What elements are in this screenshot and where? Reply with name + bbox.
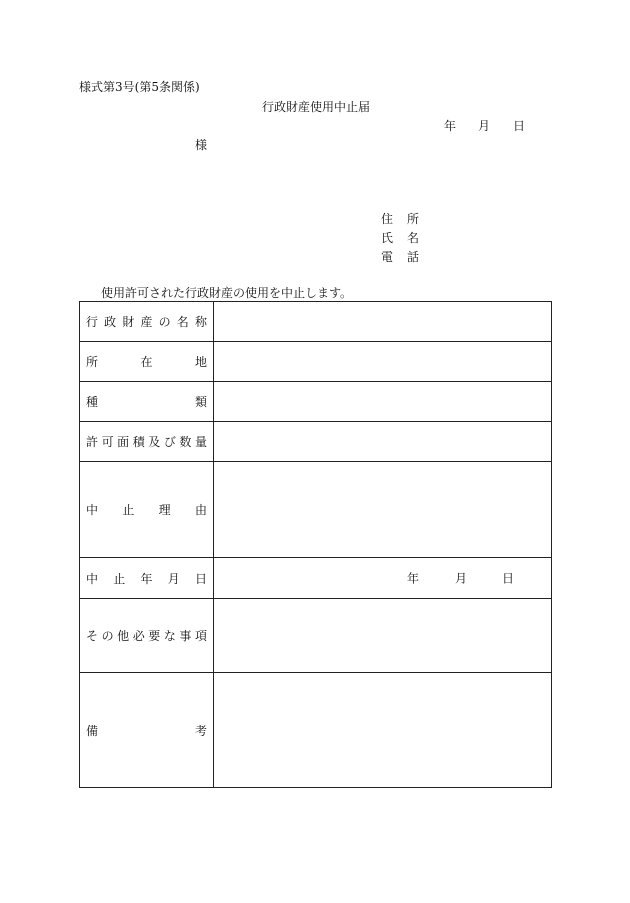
label-char: 量 — [194, 435, 207, 449]
label-char: 政 — [104, 315, 117, 329]
label-cell — [80, 382, 214, 422]
label-char: 許 — [86, 435, 99, 449]
table-row-property-name — [80, 302, 552, 342]
label-char: 必 — [132, 629, 145, 643]
value-property-name[interactable] — [214, 302, 552, 342]
address-label-char-1: 住 — [381, 212, 394, 226]
label-char: な — [163, 629, 176, 643]
header-date-year: 年 — [444, 119, 457, 133]
label-cell — [80, 342, 214, 382]
header-date — [444, 119, 524, 133]
table-row-remarks — [80, 673, 552, 788]
address-label — [381, 212, 419, 226]
addressee-suffix: 様 — [195, 138, 208, 152]
label-cell — [80, 302, 214, 342]
label-char: 可 — [101, 435, 114, 449]
label-char: 要 — [148, 629, 161, 643]
label-char: 項 — [194, 629, 207, 643]
label-char: 考 — [194, 723, 207, 738]
label-cell — [80, 462, 214, 558]
value-location[interactable] — [214, 342, 552, 382]
value-other-matters[interactable] — [214, 599, 552, 673]
label-area-quantity — [86, 433, 207, 450]
label-char: 面 — [117, 435, 130, 449]
table-row-other-matters — [80, 599, 552, 673]
label-other-matters — [86, 627, 207, 644]
label-cell — [80, 422, 214, 462]
stop-date-year: 年 — [407, 571, 420, 586]
label-char: 地 — [194, 355, 207, 369]
label-char: 類 — [194, 395, 207, 409]
label-char: 及 — [148, 435, 161, 449]
label-char: 他 — [117, 629, 130, 643]
label-char: 産 — [140, 315, 153, 329]
statement-text: 使用許可された行政財産の使用を中止します。 — [101, 286, 353, 300]
label-char: 中 — [86, 503, 99, 517]
label-char: 月 — [167, 571, 180, 586]
table-row-reason — [80, 462, 552, 558]
label-remarks — [86, 722, 207, 739]
header-date-day: 日 — [513, 119, 526, 133]
label-char: 止 — [122, 503, 135, 517]
document-title: 行政財産使用中止届 — [262, 100, 371, 114]
label-char: 止 — [113, 571, 126, 586]
label-char: 積 — [132, 435, 145, 449]
value-reason[interactable] — [214, 462, 552, 558]
value-remarks[interactable] — [214, 673, 552, 788]
label-char: 行 — [86, 315, 99, 329]
label-char: 数 — [179, 435, 192, 449]
label-char: の — [158, 315, 171, 329]
stop-date-fields — [214, 558, 551, 598]
name-label-char-1: 氏 — [381, 231, 394, 245]
label-char: 由 — [194, 503, 207, 517]
label-property-name — [86, 313, 207, 330]
label-char: 理 — [158, 503, 171, 517]
label-char: 財 — [122, 315, 135, 329]
label-char: 事 — [179, 629, 192, 643]
phone-label-char-2: 話 — [407, 250, 420, 264]
label-location — [86, 353, 207, 370]
label-char: び — [163, 435, 176, 449]
label-char: の — [101, 629, 114, 643]
label-cell — [80, 673, 214, 788]
label-char: 中 — [86, 571, 99, 586]
stop-date-day: 日 — [502, 571, 515, 586]
label-char: 年 — [140, 571, 153, 586]
value-area-quantity[interactable] — [214, 422, 552, 462]
value-stop-date[interactable] — [214, 558, 552, 599]
label-char: 種 — [86, 395, 99, 409]
name-label — [381, 231, 419, 245]
table-row-location — [80, 342, 552, 382]
table-row-stop-date — [80, 558, 552, 599]
phone-label-char-1: 電 — [381, 250, 394, 264]
stop-date-month: 月 — [455, 571, 468, 586]
table-row-area-quantity — [80, 422, 552, 462]
form-number: 様式第3号(第5条関係) — [79, 80, 200, 94]
table-row-type — [80, 382, 552, 422]
label-stop-date — [86, 570, 207, 587]
address-label-char-2: 所 — [407, 212, 420, 226]
phone-label — [381, 250, 419, 264]
label-char: 備 — [86, 723, 99, 738]
label-char: 称 — [194, 315, 207, 329]
label-char: そ — [86, 629, 99, 643]
label-cell — [80, 599, 214, 673]
label-char: 日 — [194, 571, 207, 586]
label-char: 名 — [176, 315, 189, 329]
name-label-char-2: 名 — [407, 231, 420, 245]
form-table — [79, 301, 552, 788]
label-char: 所 — [86, 355, 99, 369]
label-reason — [86, 501, 207, 518]
header-date-month: 月 — [478, 119, 491, 133]
label-cell — [80, 558, 214, 599]
label-type — [86, 393, 207, 410]
value-type[interactable] — [214, 382, 552, 422]
label-char: 在 — [140, 355, 153, 369]
